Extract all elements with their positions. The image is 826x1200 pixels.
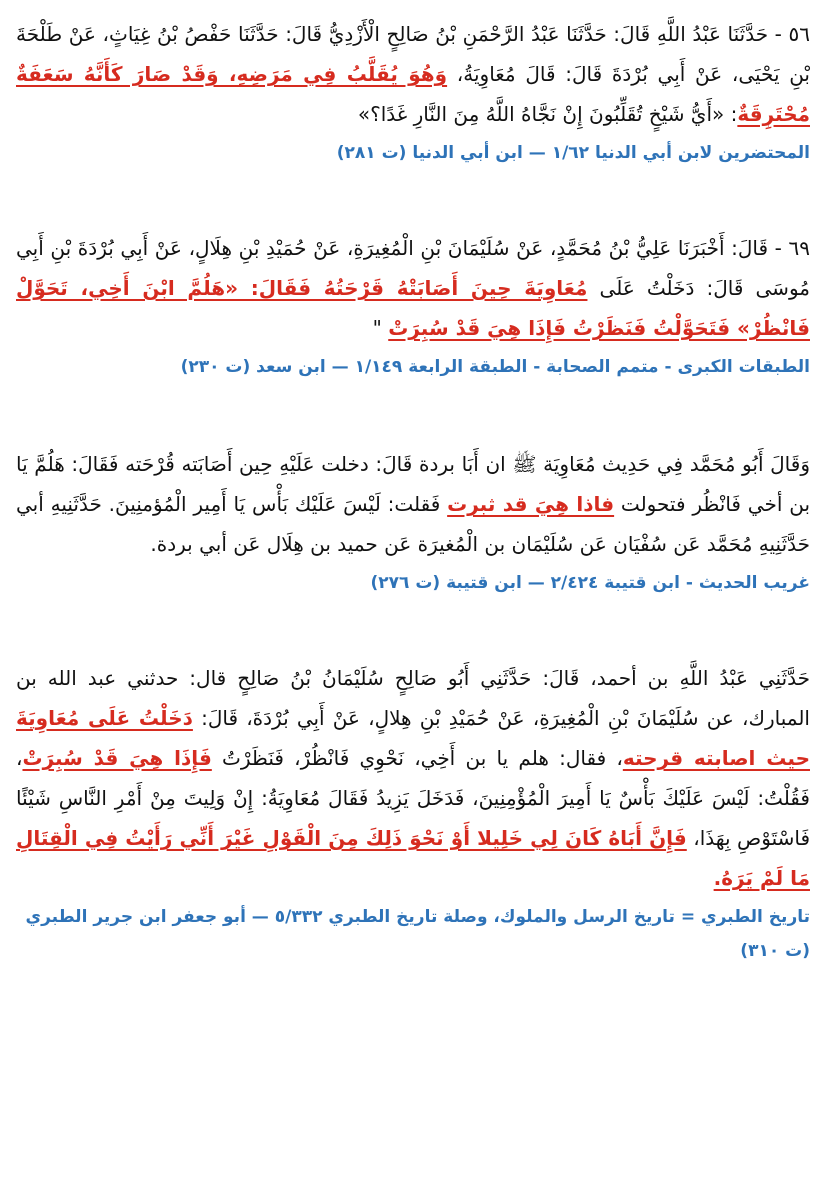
hadith-text <box>16 444 810 564</box>
hadith-entry-2 <box>16 228 810 384</box>
narration-text: فَقلت: لَيْسَ عَلَيْك بَأْس يَا أَمِير الْمُؤمنِينَ. حَدَّثَنِيهِ أبي حَدَّثَنِيهِ مُحَمَّد عَن سُفْيَان عَن سُلَيْمَان بن الْمُغيرَة عَن حميد بن هِلَال عَن أبي بردة. <box>16 492 810 556</box>
narration-text: ، فَقُلْتُ: لَيْسَ عَلَيْكَ بَأْسٌ يَا أَمِيرَ الْمُؤْمِنِينَ، فَدَخَلَ يَزِيدُ فَقَالَ مُعَاوِيَةُ: إِنْ وَلِيتَ مِنْ أَمْرِ النَّاسِ شَيْئًا فَاسْتَوْصِ بِهَذَا، <box>16 746 811 850</box>
narration-text: ٦٩ - قَالَ: أَخْبَرَنَا عَلِيُّ بْنُ مُحَمَّدٍ، عَنْ سُلَيْمَانَ بْنِ الْمُغِيرَةِ، عَنْ حُمَيْدِ بْنِ هِلَالٍ، عَنْ أَبِي بُرْدَةَ بْنِ أَبِي مُوسَى قَالَ: دَخَلْتُ عَلَى <box>16 236 810 300</box>
narration-text: ٥٦ - حَدَّثَنَا عَبْدُ اللَّهِ قَالَ: حَدَّثَنَا عَبْدُ الرَّحْمَنِ بْنُ صَالِحٍ الْأَزْدِيُّ قَالَ: حَدَّثَنَا حَفْصُ بْنُ غِيَاثٍ، عَنْ طَلْحَةَ بْنِ يَحْيَى، عَنْ أَبِي بُرْدَةَ قَالَ: قَالَ مُعَاوِيَةُ، <box>16 22 810 86</box>
highlighted-text: وَهُوَ يُقَلَّبُ فِي مَرَضِهِ، وَقَدْ صَارَ كَأَنَّهُ سَعَفَةٌ مُحْتَرِقَةٌ <box>16 62 810 126</box>
hadith-entry-3 <box>16 444 810 600</box>
highlighted-text: فَإِذَا هِيَ قَدْ سُبِرَتْ <box>22 746 212 770</box>
hadith-text <box>16 228 810 348</box>
narration-text: " <box>372 316 389 340</box>
narration-text: حَدَّثَنِي عَبْدُ اللَّهِ بن أحمد، قَالَ: حَدَّثَنِي أَبُو صَالِحٍ سُلَيْمَانُ بْنُ صَالِحٍ قال: حدثني عبد الله بن المبارك، عن سُلَيْمَانَ بْنِ الْمُغِيرَةِ، عَنْ حُمَيْدِ بْنِ هِلالٍ، عَنْ أَبِي بُرْدَةَ، قَالَ: <box>16 666 810 730</box>
source-citation: غريب الحديث - ابن قتيبة ٢/٤٢٤ — ابن قتيبة (ت ٢٧٦) <box>370 573 810 593</box>
narration-text: ، فقال: هلم يا بن أَخِي، نَحْوِي فَانْظُرْ، فَنَظَرْتُ <box>211 746 623 770</box>
narration-text: : «أَيُّ شَيْخٍ تُقَلِّبُونَ إِنْ نَجَّاهُ اللَّهُ مِنَ النَّارِ غَدًا؟» <box>357 102 738 126</box>
source-citation: المحتضرين لابن أبي الدنيا ١/٦٢ — ابن أبي الدنيا (ت ٢٨١) <box>336 143 810 163</box>
hadith-entry-4 <box>16 658 810 968</box>
hadith-entry-1 <box>16 14 810 170</box>
hadith-text <box>16 14 810 134</box>
source-citation: الطبقات الكبرى - متمم الصحابة - الطبقة الرابعة ١/١٤٩ — ابن سعد (ت ٢٣٠) <box>180 357 810 377</box>
source-citation: تاريخ الطبري = تاريخ الرسل والملوك، وصلة تاريخ الطبري ٥/٣٣٢ — أبو جعفر ابن جرير الطبري (ت ٣١٠) <box>25 907 810 961</box>
highlighted-text: فَإِنَّ أَبَاهُ كَانَ لِي خَلِيلا أَوْ نَحْوَ ذَلِكَ مِنَ الْقَوْلِ غَيْرَ أَنِّي رَأَيْتُ فِي الْقِتَالِ مَا لَمْ يَرَهُ. <box>16 826 810 890</box>
highlighted-text: فاذا هِيَ قد ثبرت <box>447 492 615 516</box>
hadith-text <box>16 658 810 898</box>
highlighted-text: دَخَلْتُ عَلَى مُعَاوِيَةَ حيث اصابته قرحته <box>16 706 810 770</box>
highlighted-text: مُعَاوِيَةَ حِينَ أَصَابَتْهُ قَرْحَتُهُ فَقَالَ: «هَلُمَّ ابْنَ أَخِي، تَحَوَّلْ فَانْظُرْ» فَتَحَوَّلْتُ فَنَظَرْتُ فَإِذَا هِيَ قَدْ سُبِرَتْ <box>16 276 810 340</box>
narration-text: وَقَالَ أَبُو مُحَمَّد فِي حَدِيث مُعَاوِيَة ﷺ ان أَبَا بردة قَالَ: دخلت عَلَيْهِ حِين أَصَابَته قُرْحَته فَقَالَ: هَلُمَّ يَا بن أخي فَانْظُر فتحولت <box>16 452 811 516</box>
